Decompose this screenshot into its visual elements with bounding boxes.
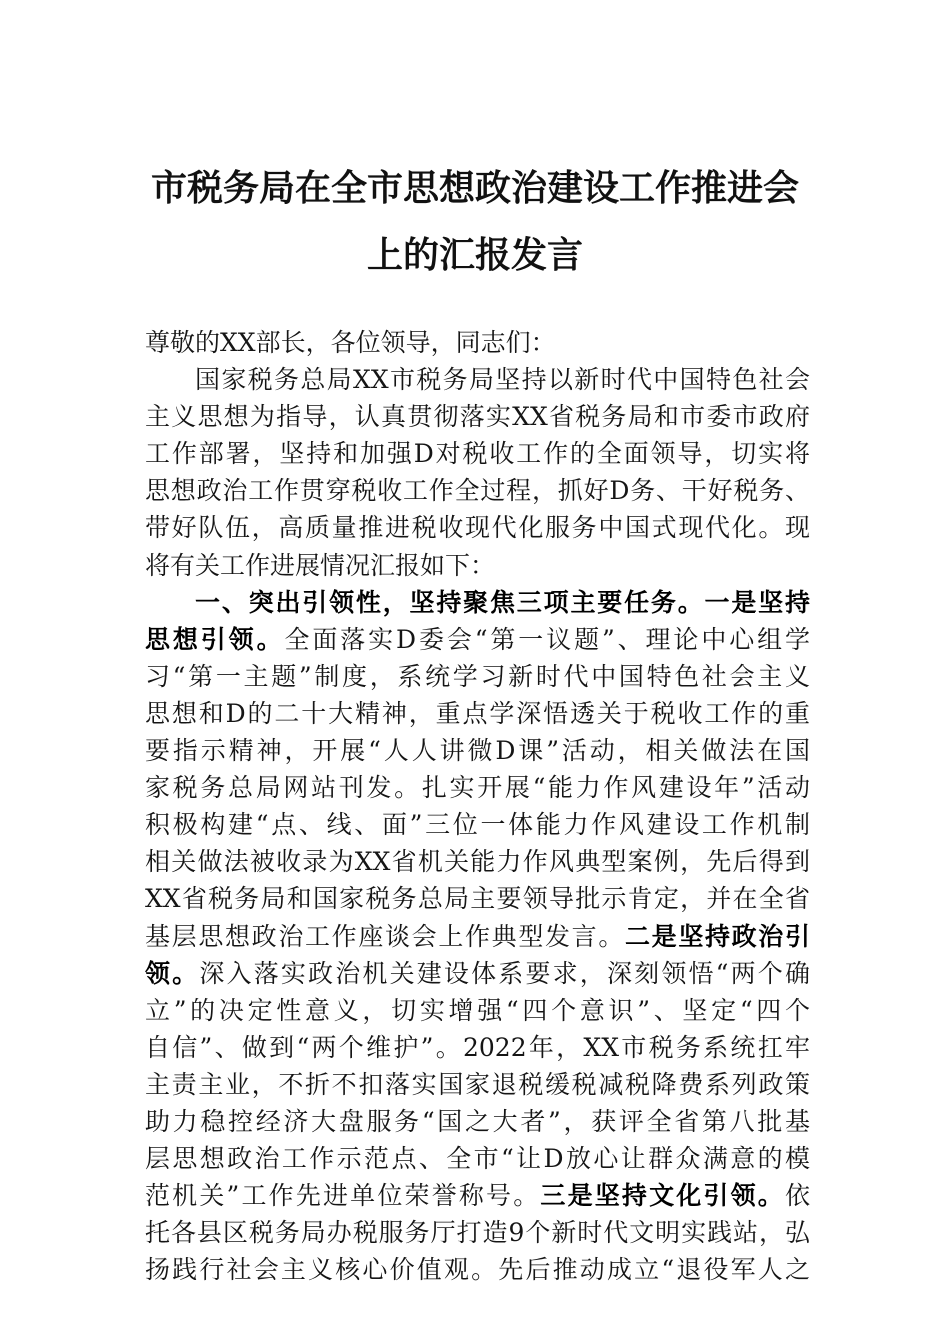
- text-segment: 全面落实D委会“第一议题”、理论中心组学: [284, 624, 810, 654]
- text-segment: 习“第一主题”制度，系统学习新时代中国特色社会主义: [145, 661, 810, 691]
- text-line: [145, 584, 810, 621]
- text-segment: 深入落实政治机关建设体系要求，深刻领悟“两个确: [199, 958, 810, 988]
- text-line: [145, 398, 810, 435]
- bold-text-segment: 领。: [145, 958, 200, 988]
- text-segment: 家税务总局网站刊发。扎实开展“能力作风建设年”活动: [145, 773, 810, 803]
- text-line: [145, 435, 810, 472]
- text-line: [145, 658, 810, 695]
- text-segment: XX省税务局和国家税务总局主要领导批示肯定，并在全省: [145, 884, 810, 914]
- text-segment: 思想政治工作贯穿税收工作全过程，抓好D务、干好税务、: [145, 476, 810, 506]
- text-line: [145, 1214, 810, 1251]
- text-segment: 范机关”工作先进单位荣誉称号。: [145, 1181, 541, 1211]
- text-line: [145, 1103, 810, 1140]
- text-segment: 扬践行社会主义核心价值观。先后推动成立“退役军人之: [145, 1255, 810, 1285]
- text-segment: 立”的决定性意义，切实增强“四个意识”、坚定“四个: [145, 995, 810, 1025]
- text-line: [145, 806, 810, 843]
- text-segment: 基层思想政治工作座谈会上作典型发言。: [145, 921, 625, 951]
- text-segment: 自信”、做到“两个维护”。2022年，XX市税务系统扛牢: [145, 1032, 810, 1062]
- text-line: [145, 918, 810, 955]
- text-segment: 积极构建“点、线、面”三位一体能力作风建设工作机制: [145, 810, 810, 840]
- bold-text-segment: 三是坚持文化引领。: [540, 1181, 785, 1211]
- text-line: [145, 1066, 810, 1103]
- text-line: [145, 547, 810, 584]
- text-segment: 带好队伍，高质量推进税收现代化服务中国式现代化。现: [145, 513, 810, 543]
- text-line: [145, 955, 810, 992]
- text-line: [145, 1029, 810, 1066]
- bold-text-segment: 思想引领。: [145, 624, 285, 654]
- text-line: [145, 324, 810, 361]
- text-line: [145, 732, 810, 769]
- text-line: [145, 843, 810, 880]
- bold-text-segment: 二是坚持政治引: [624, 921, 810, 951]
- text-segment: 思想和D的二十大精神，重点学深悟透关于税收工作的重: [145, 698, 810, 728]
- bold-text-segment: 一、突出引领性，坚持聚焦三项主要任务。一是坚持: [195, 587, 810, 617]
- text-line: [145, 361, 810, 398]
- document-title-line-2: 上的汇报发言: [366, 235, 583, 276]
- text-line: [145, 1251, 810, 1288]
- document-title-line-1: 市税务局在全市思想政治建设工作推进会: [150, 168, 799, 209]
- text-line: [145, 769, 810, 806]
- text-line: [145, 1177, 810, 1214]
- text-segment: 主责主业，不折不扣落实国家退税缓税减税降费系列政策: [145, 1069, 810, 1099]
- text-segment: 助力稳控经济大盘服务“国之大者”，获评全省第八批基: [145, 1106, 810, 1136]
- text-segment: 相关做法被收录为XX省机关能力作风典型案例，先后得到: [145, 847, 810, 877]
- text-segment: 国家税务总局XX市税务局坚持以新时代中国特色社会: [195, 365, 810, 395]
- text-line: [145, 472, 810, 509]
- text-line: [145, 992, 810, 1029]
- text-segment: 主义思想为指导，认真贯彻落实XX省税务局和市委市政府: [145, 402, 810, 432]
- text-line: [145, 621, 810, 658]
- text-line: [145, 695, 810, 732]
- text-segment: 将有关工作进展情况汇报如下：: [145, 550, 496, 580]
- text-line: [145, 509, 810, 546]
- text-line: [145, 1140, 810, 1177]
- text-segment: 要指示精神，开展“人人讲微D课”活动，相关做法在国: [145, 736, 810, 766]
- text-segment: 托各县区税务局办税服务厅打造9个新时代文明实践站，弘: [145, 1218, 810, 1248]
- text-segment: 依: [784, 1181, 810, 1211]
- document-body: [145, 324, 810, 1288]
- text-line: [145, 880, 810, 917]
- text-segment: 工作部署，坚持和加强D对税收工作的全面领导，切实将: [145, 439, 810, 469]
- text-segment: 尊敬的XX部长，各位领导，同志们：: [145, 328, 556, 357]
- text-segment: 层思想政治工作示范点、全市“让D放心让群众满意的模: [145, 1144, 810, 1174]
